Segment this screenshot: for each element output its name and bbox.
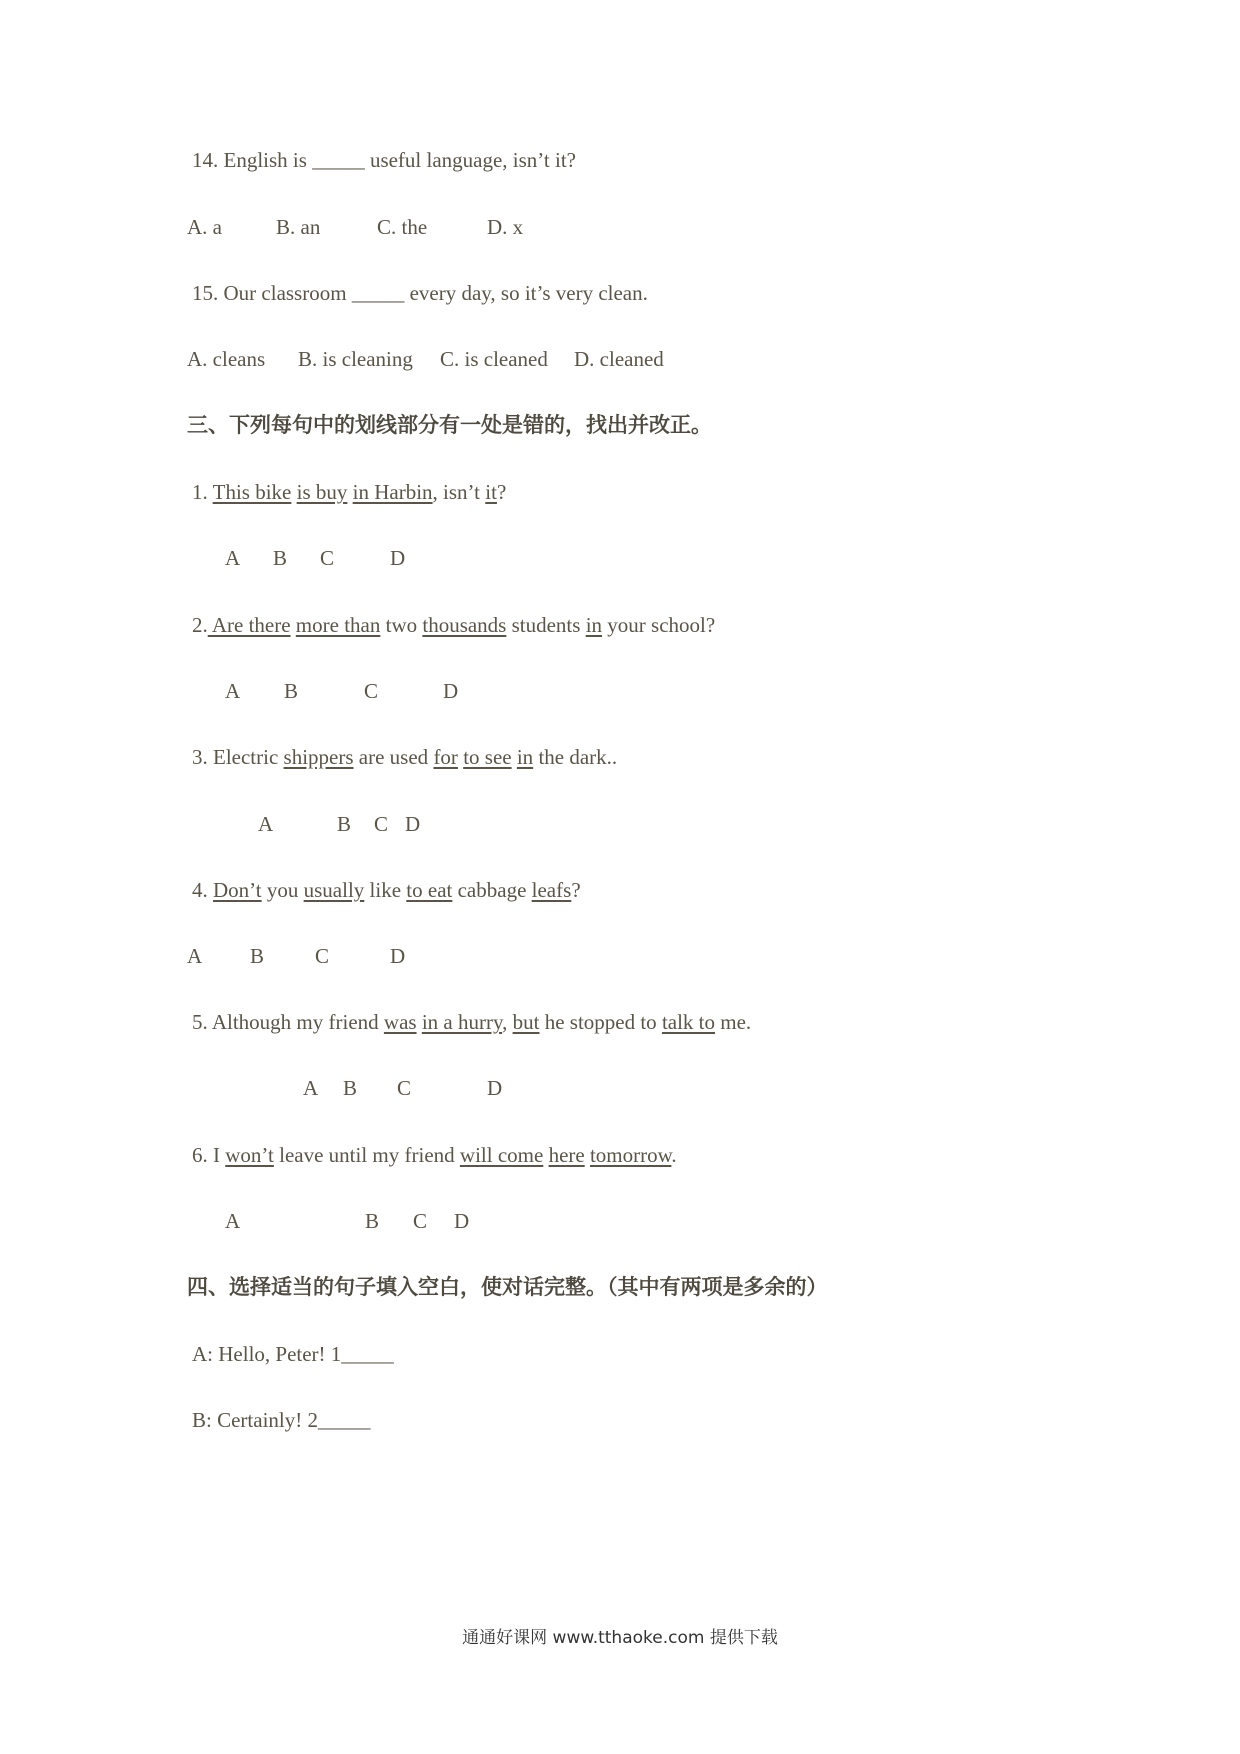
s1-letter-d: D [390,546,406,570]
s4-letter-b: B [250,944,265,968]
sentence-6: 6. I won’t leave until my friend will come here tomorrow. [192,1143,677,1167]
section-3-heading: 三、下列每句中的划线部分有一处是错的，找出并改正。 [187,413,712,437]
underline-a: won’t [225,1143,274,1167]
underline-c: to eat [406,878,453,902]
underline-d: leafs [531,878,572,902]
s2-letter-c: C [364,679,379,703]
q14-option-d: D. x [487,215,524,239]
s4-letter-c: C [315,944,330,968]
q14-option-b: B. an [276,215,321,239]
sentence-2: 2. Are there more than two thousands students in your school? [192,613,716,637]
underline-b: will come [459,1143,544,1167]
q14-option-a: A. a [187,215,222,239]
sentence-3: 3. Electric shippers are used for to see in the dark.. [192,745,618,769]
q15-option-b: B. is cleaning [298,347,413,371]
s5-letter-d: D [487,1076,503,1100]
question-15: 15. Our classroom _____ every day, so it’s very clean. [192,281,648,305]
s6-letter-d: D [454,1209,470,1233]
underline-a: Are there [207,613,291,637]
underline-a: was [383,1010,417,1034]
s2-letter-d: D [443,679,459,703]
s2-letter-a: A [225,679,241,703]
q14-option-c: C. the [377,215,428,239]
s5-letter-b: B [343,1076,358,1100]
underline-c: here [548,1143,585,1167]
underline-c: but [512,1010,540,1034]
sentence-5: 5. Although my friend was in a hurry, but he stopped to talk to me. [192,1010,752,1034]
s3-letter-a: A [258,812,274,836]
underline-a: Don’t [213,878,262,902]
underline-b: for [433,745,458,769]
underline-b: usually [303,878,365,902]
s3-letter-b: B [337,812,352,836]
s4-letter-a: A [187,944,203,968]
underline-a: This bike [212,480,292,504]
s1-letter-c: C [320,546,335,570]
q15-option-c: C. is cleaned [440,347,548,371]
underline-d: talk to [661,1010,716,1034]
underline-a: shippers [283,745,354,769]
sentence-4: 4. Don’t you usually like to eat cabbage leafs? [192,878,581,902]
s2-letter-b: B [284,679,299,703]
underline-c: to see [463,745,512,769]
underline-b: more than [295,613,381,637]
section-4-heading: 四、选择适当的句子填入空白，使对话完整。（其中有两项是多余的） [187,1275,828,1299]
sentence-1: 1. This bike is buy in Harbin, isn’t it? [192,480,507,504]
s3-letter-d: D [405,812,421,836]
underline-d: in [516,745,534,769]
question-14: 14. English is _____ useful language, isn’t it? [192,148,576,172]
s6-letter-b: B [365,1209,380,1233]
underline-c: in Harbin [352,480,433,504]
q15-option-d: D. cleaned [574,347,664,371]
s5-letter-c: C [397,1076,412,1100]
underline-d: tomorrow [589,1143,672,1167]
page-footer: 通通好课网 www.tthaoke.com 提供下载 [462,1628,778,1648]
underline-c: thousands [422,613,507,637]
s1-letter-b: B [273,546,288,570]
underline-d: it [485,480,497,504]
s5-letter-a: A [303,1076,319,1100]
underline-d: in [585,613,603,637]
s3-letter-c: C [374,812,389,836]
underline-b: is buy [296,480,348,504]
dialogue-line-1: A: Hello, Peter! 1_____ [192,1342,394,1366]
dialogue-line-2: B: Certainly! 2_____ [192,1408,371,1432]
s1-letter-a: A [225,546,241,570]
s6-letter-a: A [225,1209,241,1233]
s6-letter-c: C [413,1209,428,1233]
underline-b: in a hurry [421,1010,503,1034]
q15-option-a: A. cleans [187,347,266,371]
s4-letter-d: D [390,944,406,968]
